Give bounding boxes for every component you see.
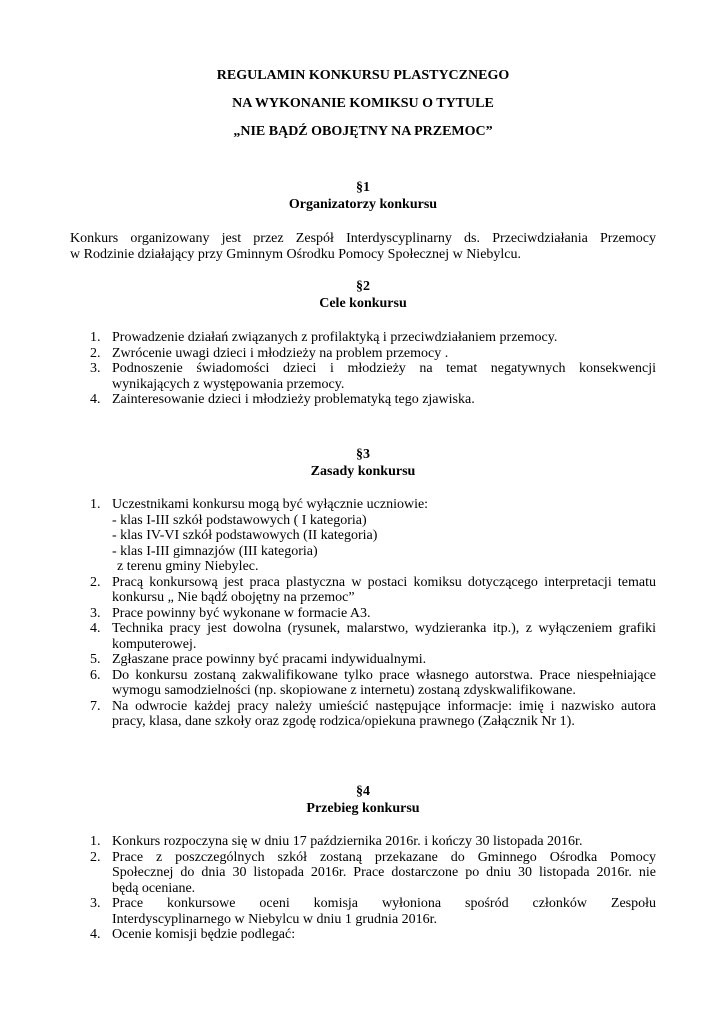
- list-item-text: Prowadzenie działań związanych z profilaktyką i przeciwdziałaniem przemocy.: [112, 330, 558, 345]
- list-item-text: Społecznej do dnia 30 listopada 2016r. Prace dostarczone po dniu 30 listopada 2016r. nie: [112, 865, 656, 880]
- list-item-text: Technika pracy jest dowolna (rysunek, malarstwo, wydzieranka itp.), z wyłączeniem grafiki: [112, 621, 656, 636]
- list-item-text: pracy, klasa, dane szkoły oraz zgodę rodzica/opiekuna prawnego (Załącznik Nr 1).: [112, 714, 575, 729]
- list-item-number: 3.: [90, 361, 101, 376]
- list-item-number: 4.: [90, 621, 101, 636]
- list-subitem: - klas I-III szkół podstawowych ( I kategoria): [112, 512, 367, 528]
- list-item: [70, 896, 656, 927]
- document-title-line-3: „NIE BĄDŹ OBOJĘTNY NA PRZEMOC”: [233, 124, 493, 139]
- section-1-number: §1: [356, 180, 370, 195]
- section-1-header: [70, 180, 656, 212]
- section-2-header: [70, 279, 656, 311]
- section-1-paragraph: [70, 231, 656, 262]
- list-item-text: Pracą konkursową jest praca plastyczna w postaci komiksu dotyczącego interpretacji tematu: [112, 574, 656, 590]
- section-3-list: [70, 497, 656, 730]
- list-item-text: Prace powinny być wykonane w formacie A3.: [112, 605, 371, 621]
- section-4-number: §4: [356, 784, 370, 799]
- section-3-header: [70, 447, 656, 479]
- list-item-text: Zgłaszane prace powinny być pracami indywidualnymi.: [112, 652, 427, 667]
- list-item-number: 1.: [90, 330, 101, 345]
- list-item-number: 5.: [90, 652, 101, 667]
- list-subitem: z terenu gminy Niebylec.: [117, 559, 259, 574]
- section-1-heading: Organizatorzy konkursu: [288, 196, 438, 212]
- list-item-number: 1.: [90, 834, 101, 849]
- document-title-line-1: REGULAMIN KONKURSU PLASTYCZNEGO: [216, 68, 510, 83]
- list-subitem: - klas I-III gimnazjów (III kategoria): [112, 543, 318, 559]
- section-3-heading: Zasady konkursu: [310, 463, 416, 479]
- list-item: [70, 392, 656, 408]
- list-item: [70, 668, 656, 699]
- list-item: [70, 850, 656, 897]
- section-2-number: §2: [356, 279, 370, 294]
- list-item-text: Podnoszenie świadomości dzieci i młodzieży na temat negatywnych konsekwencji: [112, 361, 656, 376]
- list-item-text: Uczestnikami konkursu mogą być wyłącznie uczniowie:: [112, 497, 429, 512]
- list-item-text: wymogu samodzielności (np. skopiowane z internetu) zostaną zdyskwalifikowane.: [112, 683, 576, 698]
- list-item-number: 3.: [90, 896, 101, 911]
- list-item: [70, 699, 656, 730]
- list-item: [70, 606, 656, 622]
- section-1-paragraph-line: w Rodzinie działający przy Gminnym Ośrodku Pomocy Społecznej w Niebylcu.: [70, 246, 522, 262]
- list-item-number: 7.: [90, 698, 101, 714]
- list-item-number: 6.: [90, 667, 101, 683]
- list-item: [70, 575, 656, 606]
- list-item-text: wynikających z występowania przemocy.: [112, 376, 345, 392]
- list-item-text: Konkurs rozpoczyna się w dniu 17 października 2016r. i kończy 30 listopada 2016r.: [112, 834, 583, 849]
- section-1-paragraph-line: Konkurs organizowany jest przez Zespół Interdyscyplinarny ds. Przeciwdziałania Przemocy: [70, 231, 656, 246]
- list-item: [70, 361, 656, 392]
- list-item-text: Zwrócenie uwagi dzieci i młodzieży na problem przemocy .: [112, 345, 449, 361]
- list-item-text: Interdyscyplinarnego w Niebylcu w dniu 1 grudnia 2016r.: [112, 911, 438, 927]
- section-2-list: [70, 330, 656, 408]
- list-item-text: komputerowej.: [112, 636, 197, 652]
- list-item-number: 1.: [90, 497, 101, 512]
- list-item-number: 2.: [90, 345, 101, 361]
- list-item-text: Prace z poszczególnych szkół zostaną przekazane do Gminnego Ośrodka Pomocy: [112, 849, 656, 865]
- list-item: [70, 621, 656, 652]
- list-item-number: 4.: [90, 927, 101, 942]
- list-item: [70, 652, 656, 668]
- list-subitem: - klas IV-VI szkół podstawowych (II kategoria): [112, 528, 378, 543]
- list-item-number: 2.: [90, 574, 101, 590]
- list-item-number: 3.: [90, 605, 101, 621]
- section-3-number: §3: [356, 447, 370, 462]
- list-item: [70, 927, 656, 943]
- list-item: [70, 330, 656, 346]
- list-item-text: będą oceniane.: [112, 880, 196, 896]
- list-item: [70, 834, 656, 850]
- list-item-text: Prace konkursowe oceni komisja wyłoniona spośród członków Zespołu: [112, 896, 656, 911]
- list-item: [70, 497, 656, 575]
- document-title-line-2: NA WYKONANIE KOMIKSU O TYTULE: [232, 96, 494, 111]
- list-item-text: konkursu „ Nie bądź obojętny na przemoc”: [112, 590, 355, 605]
- list-item-text: Zainteresowanie dzieci i młodzieży problematyką tego zjawiska.: [112, 392, 475, 407]
- list-item: [70, 346, 656, 362]
- list-item-text: Ocenie komisji będzie podlegać:: [112, 927, 296, 942]
- list-item-number: 2.: [90, 849, 101, 865]
- list-item-text: Na odwrocie każdej pracy należy umieścić następujące informacje: imię i nazwisko autora: [112, 698, 656, 714]
- section-4-list: [70, 834, 656, 943]
- list-item-text: Do konkursu zostaną zakwalifikowane tylko prace własnego autorstwa. Prace niespełniające: [112, 667, 656, 683]
- section-4-header: [70, 784, 656, 816]
- section-4-heading: Przebieg konkursu: [306, 800, 420, 816]
- section-2-heading: Cele konkursu: [319, 295, 407, 311]
- list-item-number: 4.: [90, 392, 101, 407]
